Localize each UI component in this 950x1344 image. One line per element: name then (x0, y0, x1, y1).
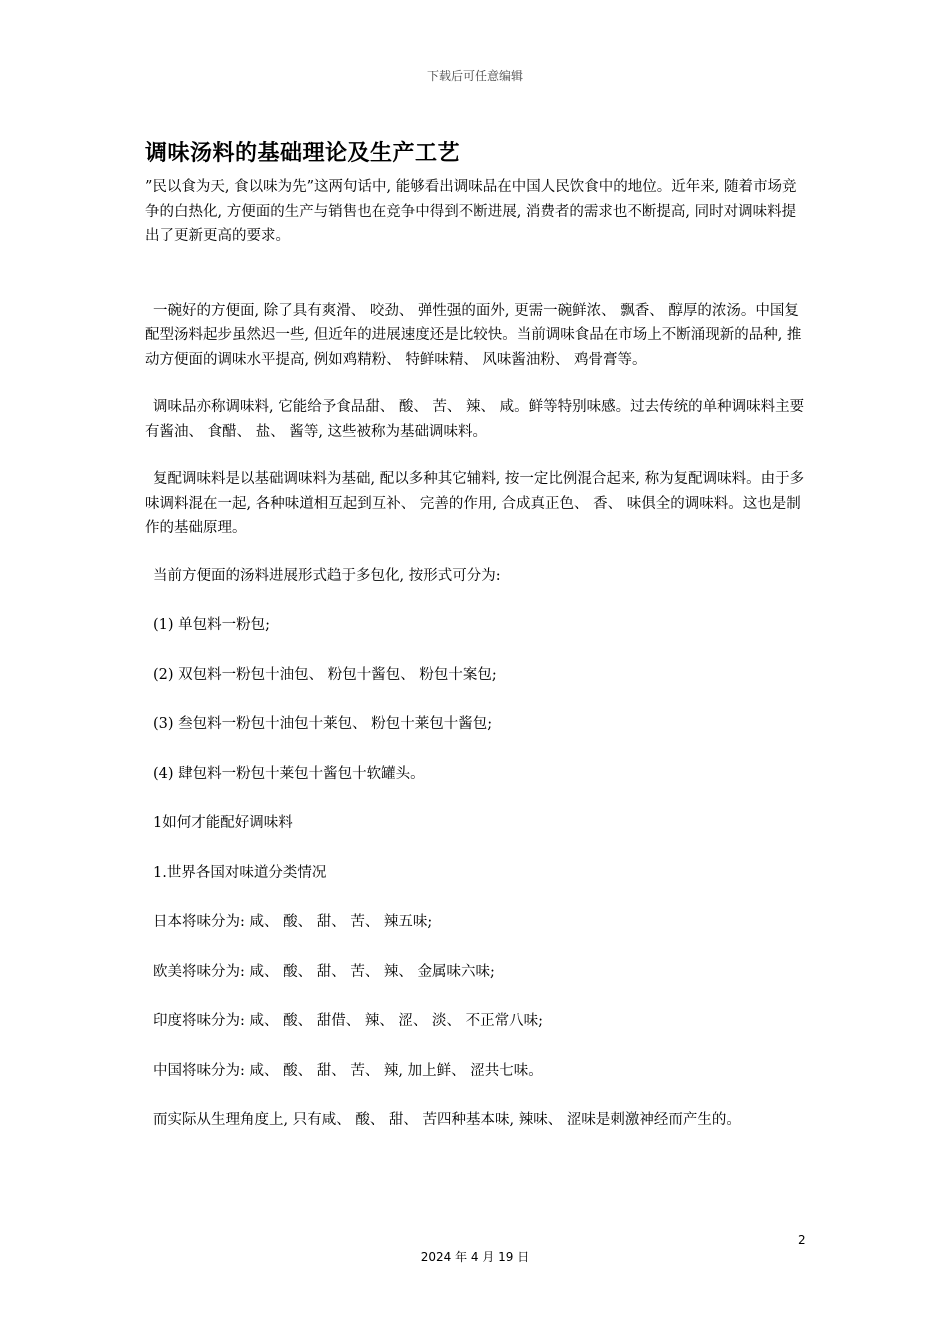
page-number: 2 (798, 1233, 806, 1247)
list-item-double-pack: (2) 双包料一粉包十油包、 粉包十酱包、 粉包十案包; (153, 666, 497, 683)
taste-india: 印度将味分为: 咸、 酸、 甜借、 辣、 涩、 淡、 不正常八味; (153, 1013, 544, 1029)
document-title: 调味汤料的基础理论及生产工艺 (145, 141, 461, 166)
taste-europe-america: 欧美将味分为: 咸、 酸、 甜、 苦、 辣、 金属味六味; (153, 963, 495, 980)
section-heading: 1如何才能配好调味料 (153, 815, 293, 831)
paragraph-intro: ”民以食为天, 食以味为先”这两句话中, 能够看出调味品在中国人民饮食中的地位。近年来, 随着市场竞争的白热化, 方便面的生产与销售也在竞争中得到不断进展, 消费者的需求也不断提高, 同时对调味料提出了更新更高的要求。 (145, 179, 797, 244)
list-item-single-pack: (1) 单包料一粉包; (153, 617, 271, 633)
footer-date: 2024 年 4 月 19 日 (420, 1250, 530, 1264)
paragraph-seasoning-definition: 调味品亦称调味料, 它能给予食品甜、 酸、 苦、 辣、 咸。鲜等特别味感。过去传统的单种调味料主要有酱油、 食醋、 盐、 酱等, 这些被称为基础调味料。 (145, 399, 805, 440)
taste-china: 中国将味分为: 咸、 酸、 甜、 苦、 辣, 加上鲜、 涩共七味。 (153, 1062, 543, 1079)
paragraph-noodle-soup: 一碗好的方便面, 除了具有爽滑、 咬劲、 弹性强的面外, 更需一碗鲜浓、 飘香、 醇厚的浓汤。中国复配型汤料起步虽然迟一些, 但近年的进展速度还是比较快。当前调味食品在市场上不断涌现新的品种, 推动方便面的调味水平提高, 例如鸡精粉、 特鲜味精、 风味酱油粉、 鸡骨膏等。 (145, 302, 802, 368)
paragraph-compound-seasoning: 复配调味料是以基础调味料为基础, 配以多种其它辅料, 按一定比例混合起来, 称为复配调味料。由于多味调料混在一起, 各种味道相互起到互补、 完善的作用, 合成真正色、 香、 味俱全的调味料。这也是制作的基础原理。 (145, 471, 805, 536)
subsection-heading: 1.世界各国对味道分类情况 (153, 864, 327, 881)
paragraph-physiology: 而实际从生理角度上, 只有咸、 酸、 甜、 苦四种基本味, 辣味、 涩味是刺激神经而产生的。 (153, 1112, 741, 1128)
page-header: 下载后可任意编辑 (426, 69, 523, 83)
list-item-quad-pack: (4) 肆包料一粉包十莱包十酱包十软罐头。 (153, 765, 425, 782)
paragraph-package-forms: 当前方便面的汤料进展形式趋于多包化, 按形式可分为: (153, 567, 501, 584)
document-body (145, 175, 809, 1133)
list-item-triple-pack: (3) 叁包料一粉包十油包十莱包、 粉包十莱包十酱包; (153, 716, 493, 732)
taste-japan: 日本将味分为: 咸、 酸、 甜、 苦、 辣五味; (153, 914, 433, 930)
